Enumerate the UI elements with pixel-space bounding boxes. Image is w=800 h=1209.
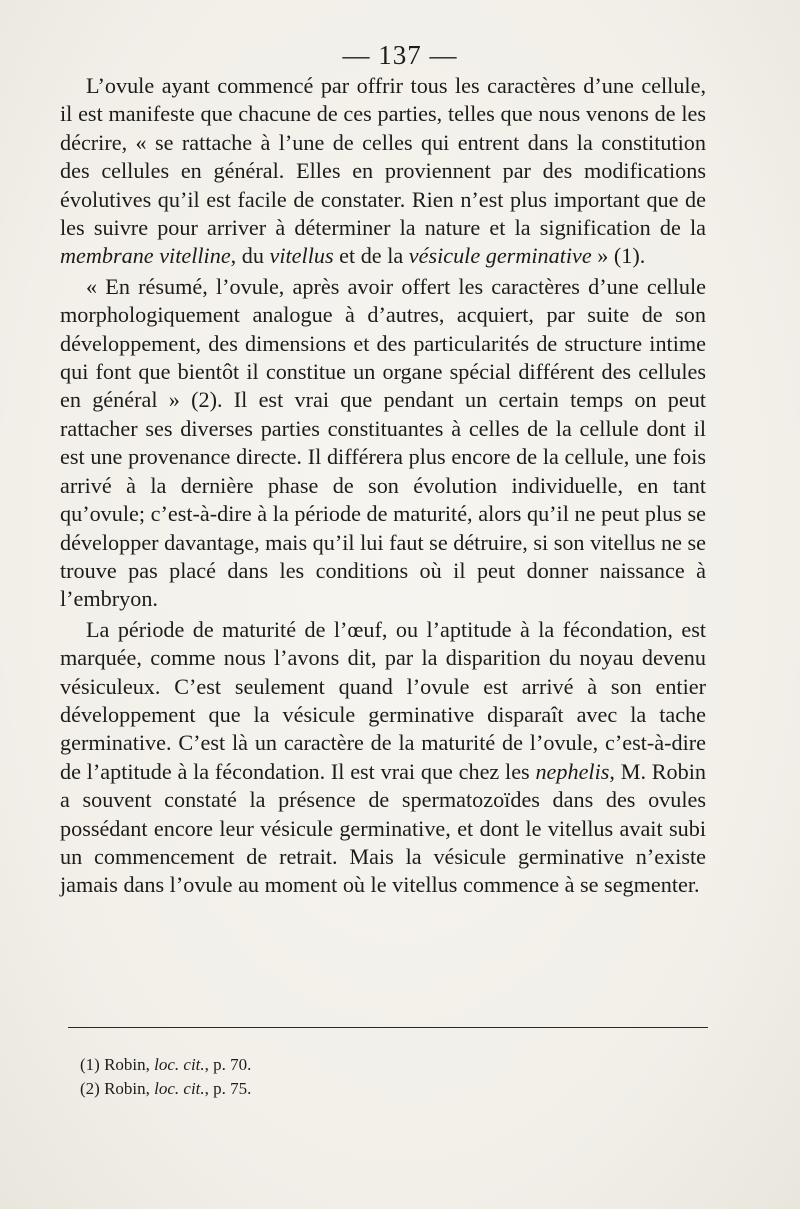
page-number: — 137 — [342,40,458,70]
footnote-1: (1) Robin, loc. cit., p. 70. [80,1055,252,1074]
term-vitellus: vitellus [269,243,334,269]
paragraph-1: L’ovule ayant commencé par offrir tous les caractères d’une cellule, il est manifeste que chacune de ces parties, telles que nous venons de les décrire, « se rattache à l’une de celles qui entrent dans la constitution des cellules en général. Elles en proviennent par des modifications évolutives qu’il est facile de constater. Rien n’est plus important que de les suivre pour arriver à déterminer la nature et la signification de la membrane vitelline, du vitellus et de la vésicule germinative » (1). [60,73,706,269]
term-nephelis: nephelis [535,758,610,784]
footnotes [80,1053,680,1101]
paragraph-3: La période de maturité de l’œuf, ou l’aptitude à la fécondation, est marquée, comme nous l’avons dit, par la disparition du noyau devenu vésiculeux. C’est seulement quand l’ovule est arrivé à son entier développement que la vésicule germinative disparaît avec la tache germinative. C’est là un caractère de la maturité de l’ovule, c’est-à-dire de l’aptitude à la fécondation. Il est vrai que chez les nephelis, M. Robin a souvent constaté la présence de spermatozoïdes dans des ovules possédant encore leur vésicule germinative, et dont le vitellus avait subi un commencement de retrait. Mais la vésicule germinative n’existe jamais dans l’ovule au moment où le vitellus commence à se segmenter. [60,616,706,898]
term-membrane-vitelline: membrane vitelline [60,243,231,269]
body-text [60,72,706,900]
footnote-2: (2) Robin, loc. cit., p. 75. [80,1079,252,1098]
paragraph-2: « En résumé, l’ovule, après avoir offert les caractères d’une cellule morphologiquement analogue à d’autres, acquiert, par suite de son développement, des dimensions et des particularités de structure intime qui font que bientôt il constitue un organe spécial différent des cellules en général » (2). Il est vrai que pendant un certain temps on peut rattacher ses diverses parties constituantes à celles de la cellule dont il est une provenance directe. Il différera plus encore de la cellule, une fois arrivé à la dernière phase de son évolution individuelle, en tant qu’ovule; c’est-à-dire à la période de maturité, alors qu’il ne peut plus se développer davantage, mais qu’il lui faut se détruire, si son vitellus ne se trouve pas placé dans les conditions où il peut donner naissance à l’embryon. [60,273,706,612]
term-vesicule-germinative: vésicule germinative [408,243,592,269]
footnote-divider [68,1027,708,1028]
